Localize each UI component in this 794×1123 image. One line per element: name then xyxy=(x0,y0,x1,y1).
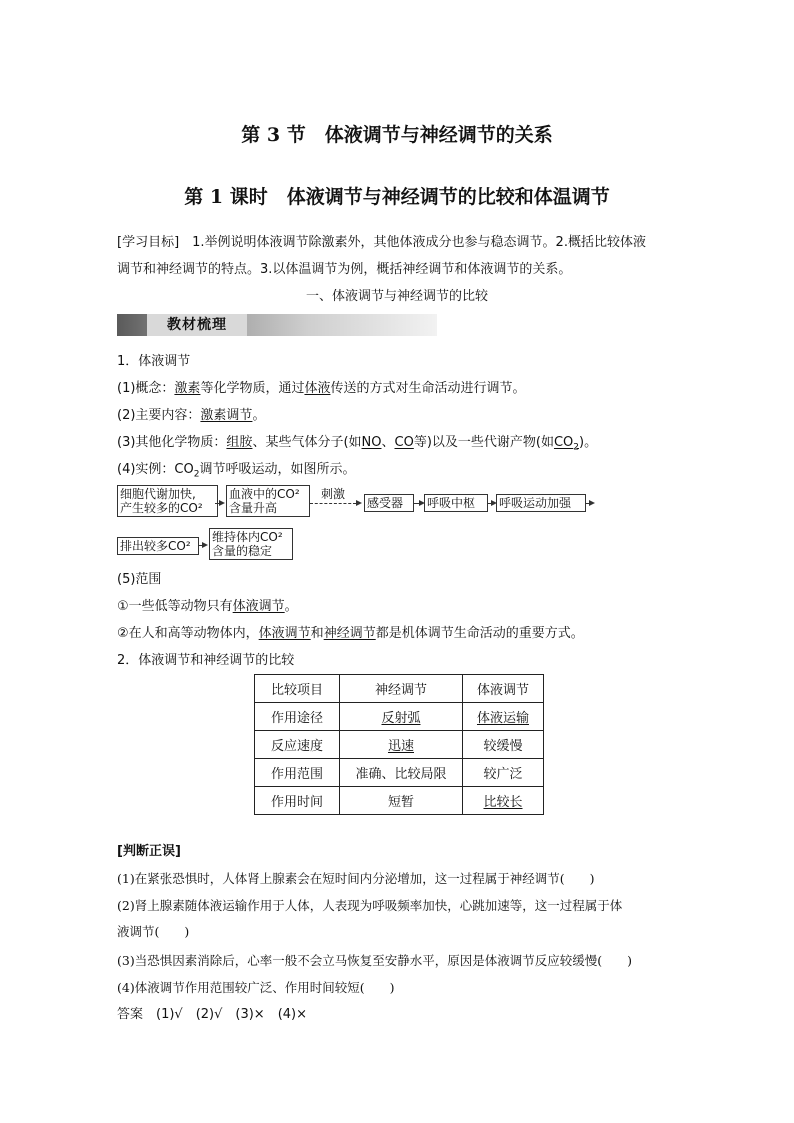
flow-arrowhead-5 xyxy=(589,500,595,506)
table-header-cell: 体液调节 xyxy=(463,675,544,703)
s1-main-content: (2)主要内容：激素调节。 xyxy=(117,408,266,423)
table-header-cell: 比较项目 xyxy=(255,675,340,703)
table-cell: 迅速 xyxy=(340,731,463,759)
table-cell: 作用途径 xyxy=(255,703,340,731)
table-cell: 体液运输 xyxy=(463,703,544,731)
judge-q2-line-2: 液调节( ) xyxy=(117,924,190,939)
judge-q2-line-1: (2)肾上腺素随体液运输作用于人体，人表现为呼吸频率加快，心跳加速等，这一过程属于体 xyxy=(117,898,623,913)
s1-example: (4)实例：$CO_2$调节呼吸运动，如图所示。 xyxy=(117,462,356,480)
s5-heading: (5)范围 xyxy=(117,572,162,587)
judge-answer: 答案 (1)√ (2)√ (3)× (4)× xyxy=(117,1007,308,1022)
flow-box-respiratory-center: 呼吸中枢 xyxy=(424,494,488,512)
table-row xyxy=(255,703,544,731)
flow-box-exhale-co2: 排出较多CO² xyxy=(117,537,199,555)
flow-stimulus-label: 刺激 xyxy=(321,487,346,501)
lesson-title: 第 1 课时 体液调节与神经调节的比较和体温调节 xyxy=(184,186,610,208)
table-cell: 比较长 xyxy=(463,787,544,815)
table-cell: 反射弧 xyxy=(340,703,463,731)
s5-line-2: ②在人和高等动物体内，体液调节和神经调节都是机体调节生命活动的重要方式。 xyxy=(117,626,584,641)
section-title: 第 3 节 体液调节与神经调节的关系 xyxy=(241,124,553,146)
table-cell: 较缓慢 xyxy=(463,731,544,759)
s5-line-1: ①一些低等动物只有体液调节。 xyxy=(117,599,298,614)
flow-box-metabolism: 细胞代谢加快, 产生较多的CO² xyxy=(117,485,218,517)
judge-q1: (1)在紧张恐惧时，人体肾上腺素会在短时间内分泌增加，这一过程属于神经调节( ) xyxy=(117,871,595,886)
table-row xyxy=(255,731,544,759)
section-banner xyxy=(117,314,437,336)
judge-heading: [判断正误] xyxy=(117,844,181,859)
table-cell: 作用范围 xyxy=(255,759,340,787)
flow-arrowhead-6 xyxy=(202,542,208,548)
flow-arrowhead-2 xyxy=(356,500,362,506)
judge-q4: (4)体液调节作用范围较广泛、作用时间较短( ) xyxy=(117,980,395,995)
table-cell: 反应速度 xyxy=(255,731,340,759)
table-row xyxy=(255,759,544,787)
table-row xyxy=(255,787,544,815)
flow-box-breathing-increase: 呼吸运动加强 xyxy=(496,494,586,512)
table-header-cell: 神经调节 xyxy=(340,675,463,703)
s1-other-chemicals: (3)其他化学物质：组胺、某些气体分子(如NO、CO等)以及一些代谢产物(如$CO_2$)。 xyxy=(117,435,598,453)
banner-label: 教材梳理 xyxy=(147,314,247,336)
objectives-line-1: [学习目标] 1.举例说明体液调节除激素外，其他体液成分也参与稳态调节。2.概括比较体液 xyxy=(117,235,646,250)
part-heading: 一、体液调节与神经调节的比较 xyxy=(305,289,488,304)
s2-heading: 2．体液调节和神经调节的比较 xyxy=(117,653,295,668)
s1-concept: (1)概念：激素等化学物质，通过体液传送的方式对生命活动进行调节。 xyxy=(117,381,526,396)
table-cell: 作用时间 xyxy=(255,787,340,815)
table-cell: 短暂 xyxy=(340,787,463,815)
flow-box-receptor: 感受器 xyxy=(364,494,414,512)
judge-q3: (3)当恐惧因素消除后，心率一般不会立马恢复至安静水平，原因是体液调节反应较缓慢( ) xyxy=(117,953,632,968)
comparison-table xyxy=(254,674,544,815)
table-cell: 较广泛 xyxy=(463,759,544,787)
flow-box-blood-co2: 血液中的CO² 含量升高 xyxy=(226,485,310,517)
flow-arrowhead-1 xyxy=(219,500,225,506)
flow-box-maintain-stability: 维持体内CO² 含量的稳定 xyxy=(209,528,293,560)
flow-arrow-2 xyxy=(310,503,356,504)
table-header-row xyxy=(255,675,544,703)
s1-heading: 1．体液调节 xyxy=(117,354,191,369)
objectives-line-2: 调节和神经调节的特点。3.以体温调节为例，概括神经调节和体液调节的关系。 xyxy=(117,262,572,277)
table-cell: 准确、比较局限 xyxy=(340,759,463,787)
